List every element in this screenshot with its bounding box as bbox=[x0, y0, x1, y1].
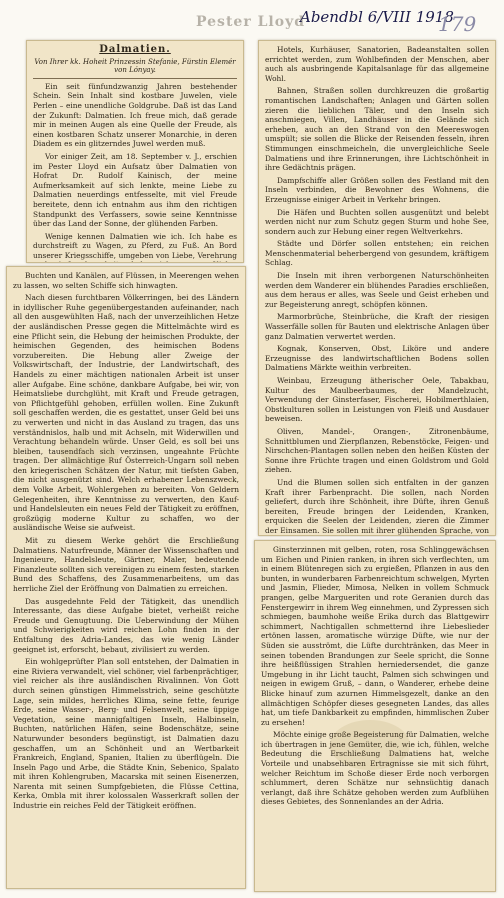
article-paragraph: Dampfschiffe aller Größen sollen des Festland mit den Inseln verbinden, die Bewohner des Wohnens, die Erzeugnisse einiger Arbeit in Verkehr bringen. bbox=[265, 175, 489, 204]
clipping-right-top bbox=[258, 40, 496, 536]
article-paragraph: Das ausgedehnte Feld der Tätigkeit, das unendlich Interessante, das diese Aufgabe bietet, verheißt reiche Freude und Genugtuung. Die Ueberwindung der Mühen und Schwierigkeiten wird reichen Lohn finden in der Entfaltung des Adria-Landes, das wie wenig Länder geeignet ist, erforscht, bebaut, zivilisiert zu werden. bbox=[13, 596, 239, 654]
handwritten-page-number: 179 bbox=[438, 12, 477, 36]
article-paragraph: Die Inseln mit ihren verborgenen Naturschönheiten werden dem Wanderer ein blühendes Paradies erschließen, aus dem heraus er alles, was Seele und Geist erheben und zur Begeisterung anregt, schöpfen können. bbox=[265, 271, 489, 309]
page-header bbox=[8, 6, 498, 34]
paper-stain bbox=[330, 720, 410, 770]
clipping-left-bottom bbox=[6, 266, 246, 889]
article-paragraph: Nach diesen furchtbaren Völkerringen, bei des Ländern in idyllischer Ruhe gegenübergestanden aufeinander, nach all den ausgewühlten Haß, nach der unverzeihlichen Hetze der ausländischen Presse gegen die Mittelmächte wird es eine Pflicht sein, die Hebung der heimischen Produkte, der heimischen Gegenden, des heimischen Bodens vorzubereiten. Die Hebung aller Zweige der Volkswirtschaft, der Industrie, der Landwirtschaft, des Handels zu einer mächtigen nationalen Arbeit ist unser aller Aufgabe. Eine schöne, dankbare Aufgabe, bei wir, von Heimatsliebe durchglüht, mit Kraft und Freude getragen, von Pflichtgefühl gehoben, erfüllen wollen. Eine Zukunft soll geschaffen werden, die es gestattet, unser Geld bei uns zu verwerten und nicht in das Ausland zu tragen, das uns verständnislos, halb und mit Achseln, mit Widerwillen und Verachtung behandeln würde. Unser Geld, es soll bei uns bleiben, tausendfach sich verzinsen, ungeahnte Früchte tragen. Der allmächtige Ruf Österreich-Ungarn soll neben den kriegerischen Schätzen der Natur, mit tiefsten Gaben, die nicht ausgenützt sind. Welch erhabener Lebenszweck, dem Volke Arbeit, Wohlergehen zu bereiten. Von Geldern Gelegenheiten, ihre Kenntnisse zu verwerten, den Kauf- und Handelsleuten ein neues Feld der Tätigkeit zu eröffnen, großzügig moderne Kultur zu schaffen, wo der ausländische Weise sie aufweist. bbox=[13, 293, 239, 533]
article-paragraph: Weinbau, Erzeugung ätherischer Oele, Tabakbau, Kultur des Maulbeerbaumes, der Mandelzucht, Verwendung der Ginsterfaser, Fischerei, Hobilmerthlaien, Obstkulturen sollen in Leistungen von Fleiß und Ausdauer beweisen. bbox=[265, 376, 489, 424]
article-paragraph: Bahnen, Straßen sollen durchkreuzen die großartig romantischen Landschaften; Anlagen und Gärten sollen zieren die lieblichen Täler, und den Inseln sich anschmiegen, Villen, Landhäuser in die Gelände sich erheben, auch an den Strand von den Meereswogen umspült; sie sollen die Blicke der Reisenden fesseln, ihren Stimmungen einschmeicheln, die unvergleichliche Seele Dalmatiens und ihre Erinnerungen, ihre Lichtschönheit in ihre Gedächtnis prägen. bbox=[265, 86, 489, 173]
article-paragraph: Und die Blumen sollen sich entfalten in der ganzen Kraft ihrer Farbenpracht. Die sollen, nach Norden geliefert, durch ihre Schönheit, ihre Düfte, ihren Genuß bereiten, Freude bringen der Leidenden, Kranken, erquicken die Seelen der Leidenden, zieren die Zimmer der Einsamen. Sie sollen mit ihrer glühenden Sprache, von bbox=[265, 477, 489, 535]
newspaper-masthead: Pester Lloyd bbox=[196, 14, 305, 30]
clipping-right-bottom bbox=[254, 540, 496, 892]
article-paragraph: Vor einiger Zeit, am 18. September v. J., erschien im Pester Lloyd ein Aufsatz über Dalmatien von Hofrat Dr. Rudolf Kainisch, der meine Aufmerksamkeit auf sich lenkte, meine Liebe zu Dalmatien neuerdings entfesselte, mit viel Freude bereitete, denn ich entnahm aus ihm den richtigen Standpunkt des Verfassers, sowie seine Kenntnisse über das Land der Sonne, der glühenden Farben. bbox=[33, 151, 237, 229]
paragraph-list bbox=[265, 45, 489, 536]
handwritten-date: Abendbl 6/VIII 1918 bbox=[300, 8, 454, 26]
article-paragraph: Marmorbrüche, Steinbrüche, die Kraft der riesigen Wasserfälle sollen für Bauten und elektrische Anlagen über ganz Dalmatien verwertet werden. bbox=[265, 312, 489, 341]
article-title: Dalmatien. bbox=[99, 44, 171, 55]
article-paragraph: Oliven, Mandel-, Orangen-, Zitronenbäume, Schnittblumen und Zierpflanzen, Rebenstöcke, Feigen- und Nirschchen-Plantagen sollen neben den heißen Küsten der Sonne ihre Früchte tragen und einen Goldstrom und Gold ziehen. bbox=[265, 426, 489, 475]
article-paragraph: Ein seit fünfundzwanzig Jahren bestehender Schein. Sein Inhalt sind kostbare Juwelen, viele Perlen – eine unendliche Goldgrube. Daß ist das Land der Zukunft: Dalmatien. Ich freue mich, daß gerade mir in meinen Augen als eine Quelle der Freude, als einen kostbaren Schatz unserer Monarchie, in deren Diadem es ein glitzerndes Juwel werden muß. bbox=[33, 81, 237, 149]
article-paragraph: Möchte einige große Begeisterung für Dalmatien, welche ich übertragen in jene Gemüter, die, wie ich, fühlen, welche Bedeutung die Erschließung Dalmatiens hat, welche Vorteile und unabsehbaren Ertragnisse sie mit sich führt, welcher Reichtum im Schoße dieser Erde noch verborgen schlummert, deren Schätze nur sehnsüchtig danach verlangt, daß ihre Schätze gehoben werden zum Aufblühen dieses Gebietes, des Sonnenlandes an der Adria. bbox=[261, 730, 489, 807]
paragraph-list bbox=[33, 82, 237, 263]
article-paragraph: Mit zu diesem Werke gehört die Erschließung Dalmatiens. Naturfreunde, Männer der Wissenschaften und Ingenieure, Handelsleute, Gärtner, Maler, bedeutende Finanzleute sollten sich vereinigen zu einem festen, starken Bund des Schaffens, des Zusammenarbeitens, um das herrliche Ziel der Eröffnung von Dalmatien zu erreichen. bbox=[13, 536, 239, 593]
article-paragraph: Städte und Dörfer sollen entstehen; ein reichen Menschenmaterial beherbergend von gesundem, kräftigem Schlag. bbox=[265, 239, 489, 268]
article-paragraph: Die Häfen und Buchten sollen ausgenützt und belebt werden nicht nur zum Schutz gegen Sturm und hohe See, sondern auch zur Hebung einer regen Weltverkehrs. bbox=[265, 207, 489, 236]
article-paragraph: Hotels, Kurhäuser, Sanatorien, Badeanstalten sollen errichtet werden, zum Wohlbefinden der Menschen, aber auch als ausbringende Kapitalsanlage für das allgemeine Wohl. bbox=[265, 45, 489, 83]
article-paragraph: Ginsterzinnen mit gelben, roten, rosa Schlinggewächsen um Eichen und Pinien ranken, in ihren sich verflechten, um in einem Blütenregen sich zu ergießen, Pflanzen in aus den bunten, in wunderbaren Farbenreichtum schwelgen, Myrten und Jasmin, Flieder, Mimosa, Nelken in vollem Schmuck prangen, gelbe Margueriten und rote Geranien durch das Fenstergewirr in ihrem Weg einnehmen, und Zypressen sich schmiegen, baumhohe weiße Erika durch das Blattgewirr schimmert, Nachtigallen schmetternd ihre Liebeslieder ertönen lassen, aromatische würzige Düfte, wie nur der Süden sie ausströmt, die Lüfte durchtränken, das Meer in seinen tobenden Brandungen zur Seele spricht, die Sonne ihre heißflüssigen Strahlen herniedersendet, die ganze Umgebung in ihr Licht taucht, Palmen sich schwingen und neigen in ewigem Gruß, – dann, o Wanderer, erhebe deine Blicke hinauf zum azurnen Himmelsgezelt, danke an den allmächtigen Schöpfer dieses gesegneten Landes, das alles hat, um tiefe Dankbarkeit zu empfinden, himmlischen Zuber zu ersehen! bbox=[261, 545, 489, 727]
article-paragraph: Wenige kennen Dalmatien wie ich. Ich habe es durchstreift zu Wagen, zu Pferd, zu Fuß. An Bord unserer Kriegsschiffe, umgeben von Liebe, Verehrung bbox=[33, 231, 237, 260]
article-paragraph: Ein wohlgeprüfter Plan soll entstehen, der Dalmatien in eine Riviera verwandelt, viel schöner, viel farbenprächtiger, viel reicher als ihre ausländischen Rivalinnen. Von Gott durch seinen günstigen Himmelsstrich, seine geschützte Lage, sein mildes, herrliches Klima, seine fette, feurige Erde, seine Wasser-, Berg- und Felsenwelt, seine üppige Vegetation, seine mannigfaltigen Inseln, Halbinseln, Buchten, natürlichen Häfen, seine Bodenschätze, seine Naturwunder besonders begünstigt, ist Dalmatien dazu geschaffen, um an Schönheit und an Wertbarkeit Frankreich, England, Spanien, Italien zu überflügeln. Die Inseln Pago und Arbe, die Städte Knin, Sebenico, Spalato mit ihren Kohlengruben, Macarska mit seinen Eisenerzen, Narenta mit seinen Sumpfgebieten, die Flüsse Cettina, Kerka, Ombla mit ihrer kolossalen Wasserkraft sollen der Industrie ein reiches Feld der Tätigkeit eröffnen. bbox=[13, 657, 239, 811]
article-byline: Von Ihrer kk. Hoheit Prinzessin Stefanie, Fürstin Elemér von Lónyay. bbox=[33, 58, 237, 79]
clipping-left-top bbox=[26, 40, 244, 263]
paragraph-list bbox=[13, 271, 239, 811]
article-paragraph: Kognak, Konserven, Obst, Liköre und andere Erzeugnisse des landwirtschaftlichen Bodens sollen Dalmatiens Märkte weithin verbreiten. bbox=[265, 344, 489, 373]
paper-stain bbox=[60, 430, 120, 470]
article-paragraph: Buchten und Kanälen, auf Flüssen, in Meerengen wehen zu lassen, wo selten Schiffe sich hinwagten. bbox=[13, 271, 239, 290]
